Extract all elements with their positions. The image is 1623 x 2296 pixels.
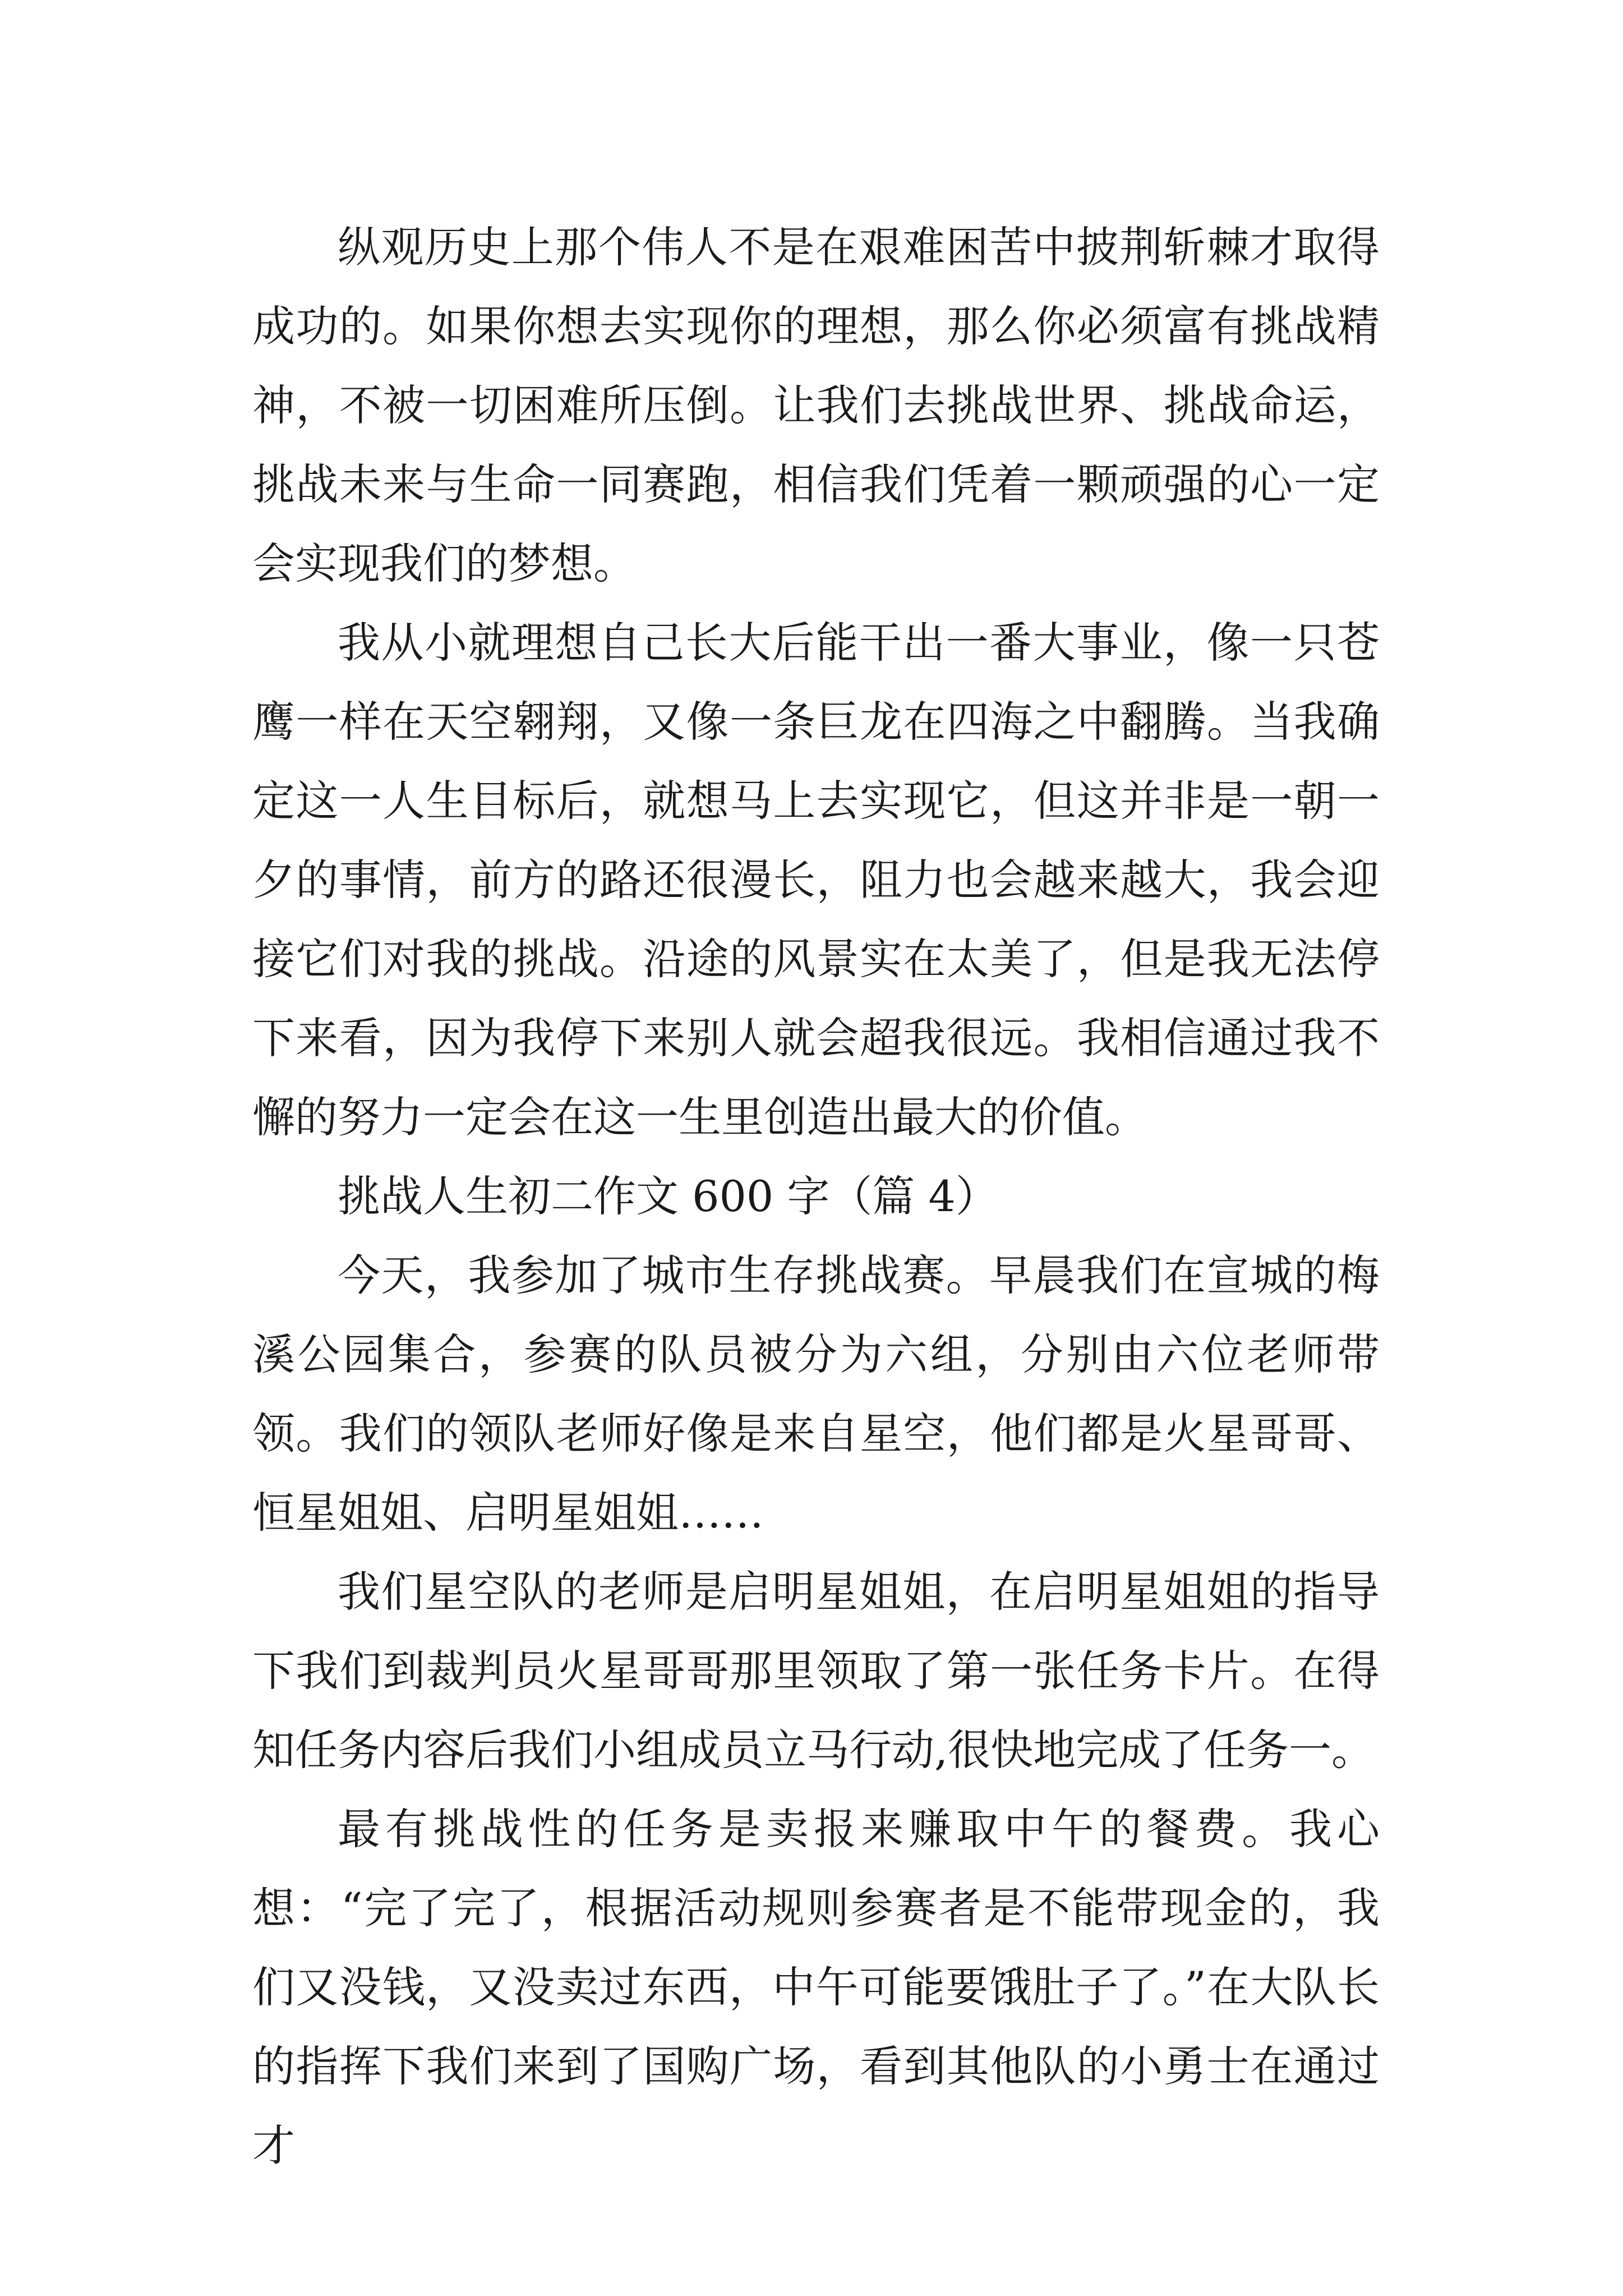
body-paragraph: 我们星空队的老师是启明星姐姐，在启明星姐姐的指导下我们到裁判员火星哥哥那里领取了第一张任务卡片。在得知任务内容后我们小组成员立马行动,很快地完成了任务一。	[252, 1567, 1380, 1775]
body-paragraph: 最有挑战性的任务是卖报来赚取中午的餐费。我心想：“完了完了，根据活动规则参赛者是不能带现金的，我们又没钱，又没卖过东西，中午可能要饿肚子了。”在大队长的指挥下我们来到了国购广场，看到其他队的小勇士在通过才	[252, 1804, 1380, 2170]
body-paragraph: 今天，我参加了城市生存挑战赛。早晨我们在宣城的梅溪公园集合，参赛的队员被分为六组，分别由六位老师带领。我们的领队老师好像是来自星空，他们都是火星哥哥、恒星姐姐、启明星姐姐……	[252, 1250, 1380, 1538]
body-paragraph: 纵观历史上那个伟人不是在艰难困苦中披荆斩棘才取得成功的。如果你想去实现你的理想，那么你必须富有挑战精神，不被一切困难所压倒。让我们去挑战世界、挑战命运，挑战未来与生命一同赛跑，相信我们凭着一颗顽强的心一定会实现我们的梦想。	[252, 222, 1380, 588]
body-paragraph: 我从小就理想自己长大后能干出一番大事业，像一只苍鹰一样在天空翱翔，又像一条巨龙在四海之中翻腾。当我确定这一人生目标后，就想马上去实现它，但这并非是一朝一夕的事情，前方的路还很漫长，阻力也会越来越大，我会迎接它们对我的挑战。沿途的风景实在太美了，但是我无法停下来看，因为我停下来别人就会超我很远。我相信通过我不懈的努力一定会在这一生里创造出最大的价值。	[252, 618, 1380, 1142]
section-heading: 挑战人生初二作文 600 字（篇 4）	[338, 1171, 998, 1221]
document-body	[252, 208, 1380, 2185]
